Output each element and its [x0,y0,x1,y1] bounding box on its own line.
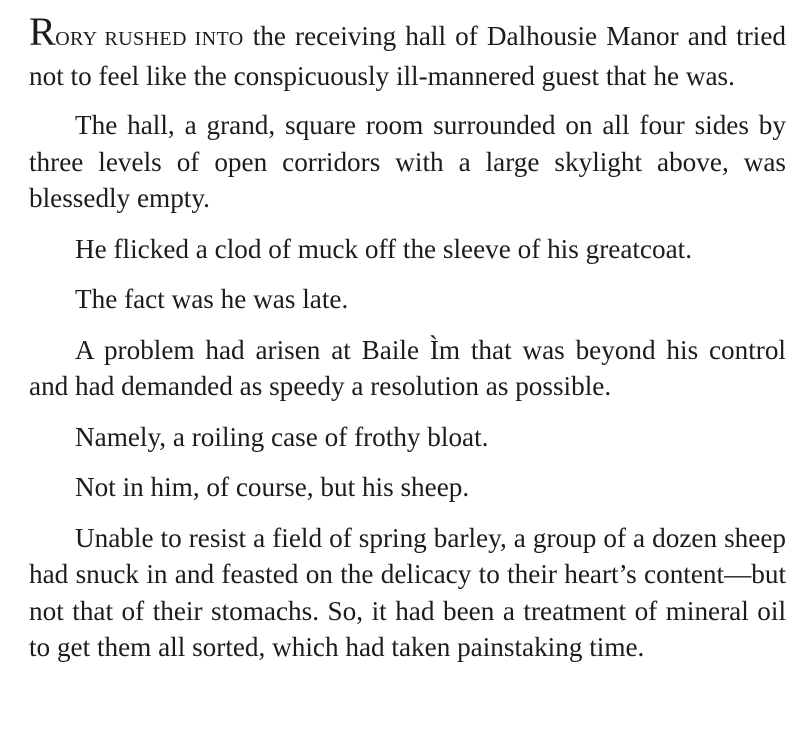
small-caps-lead: ORY RUSHED INTO [55,28,244,50]
book-page-text [29,9,786,666]
opening-paragraph [29,9,786,94]
paragraph: Namely, a roiling case of frothy bloat. [75,421,489,452]
paragraph: He flicked a clod of muck off the sleeve of his greatcoat. [75,233,693,264]
paragraph: A problem had arisen at Baile Ìm that was beyond his control and had demanded as speedy a resolution as possible. [29,334,786,401]
paragraph: Not in him, of course, but his sheep. [75,472,470,502]
paragraph: The hall, a grand, square room surrounded on all four sides by three levels of open corridors with a large skylight above, was blessedly empty. [29,110,786,213]
opening-paragraph-text: the receiving hall of Dalhousie Manor and tried not to feel like the conspicuously ill-mannered guest that he was. [29,21,786,91]
paragraph: Unable to resist a field of spring barley, a group of a dozen sheep had snuck in and feasted on the delicacy to their heart’s content—but not that of their stomachs. So, it had been a treatment of mineral oil to get them all sorted, which had taken painstaking time. [29,522,786,662]
drop-cap: R [29,9,56,54]
paragraph: The fact was he was late. [75,284,349,314]
